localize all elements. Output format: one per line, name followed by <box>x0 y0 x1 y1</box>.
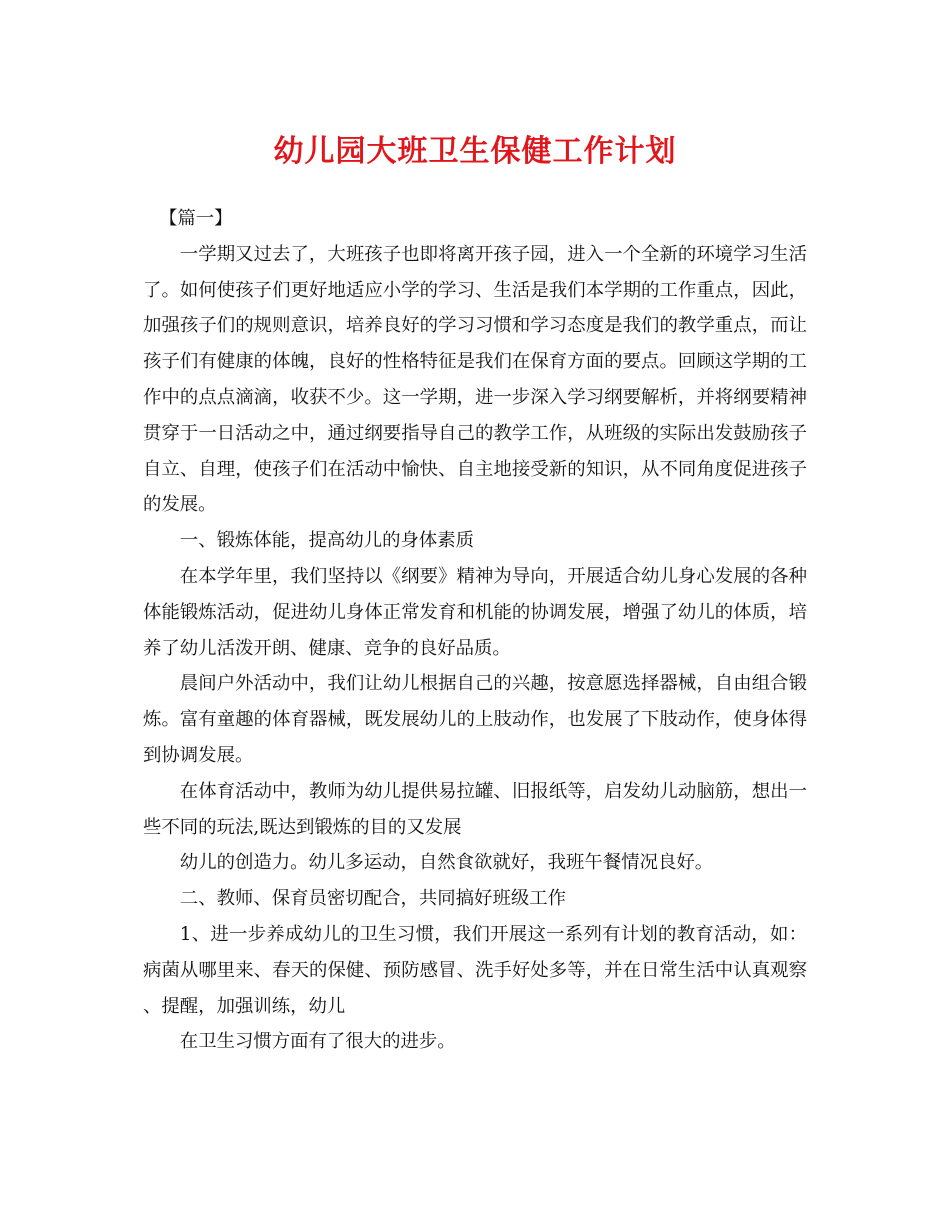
paragraph-hygiene-habits: 1、进一步养成幼儿的卫生习惯，我们开展这一系列有计划的教育活动，如：病菌从哪里来、春天的保健、预防感冒、洗手好处多等，并在日常生活中认真观察、提醒，加强训练，幼儿 <box>143 923 807 1017</box>
paragraph-fitness-activities: 在本学年里，我们坚持以《纲要》精神为导向，开展适合幼儿身心发展的各种体能锻炼活动，促进幼儿身体正常发育和机能的协调发展，增强了幼儿的体质，培养了幼儿活泼开朗、健康、竞争的良好品质。 <box>143 565 807 659</box>
paragraph-hygiene-progress: 在卫生习惯方面有了很大的进步。 <box>179 1031 456 1053</box>
heading-physical-fitness: 一、锻炼体能，提高幼儿的身体素质 <box>179 530 475 552</box>
paragraph-morning-outdoor: 晨间户外活动中，我们让幼儿根据自己的兴趣，按意愿选择器械，自由组合锻炼。富有童趣的体育器械，既发展幼儿的上肢动作，也发展了下肢动作，使身体得到协调发展。 <box>143 673 807 766</box>
heading-teacher-cooperation: 二、教师、保育员密切配合，共同搞好班级工作 <box>179 888 567 910</box>
document-body <box>143 201 807 1060</box>
paragraph-pe-activities: 在体育活动中，教师为幼儿提供易拉罐、旧报纸等，启发幼儿动脑筋，想出一些不同的玩法,既达到锻炼的目的又发展 <box>143 780 807 838</box>
section-tag: 【篇一】 <box>159 208 233 229</box>
paragraph-intro: 一学期又过去了，大班孩子也即将离开孩子园，进入一个全新的环境学习生活了。如何使孩子们更好地适应小学的学习、生活是我们本学期的工作重点，因此，加强孩子们的规则意识，培养良好的学习习惯和学习态度是我们的教学重点，而让孩子们有健康的体魄，良好的性格特征是我们在保育方面的要点。回顾这学期的工作中的点点滴滴，收获不少。这一学期，进一步深入学习纲要解析，并将纲要精神贯穿于一日活动之中，通过纲要指导自己的教学工作，从班级的实际出发鼓励孩子自立、自理，使孩子们在活动中愉快、自主地接受新的知识，从不同角度促进孩子的发展。 <box>143 243 807 516</box>
paragraph-creativity: 幼儿的创造力。幼儿多运动，自然食欲就好，我班午餐情况良好。 <box>179 852 714 874</box>
document-title: 幼儿园大班卫生保健工作计划 <box>273 134 677 169</box>
